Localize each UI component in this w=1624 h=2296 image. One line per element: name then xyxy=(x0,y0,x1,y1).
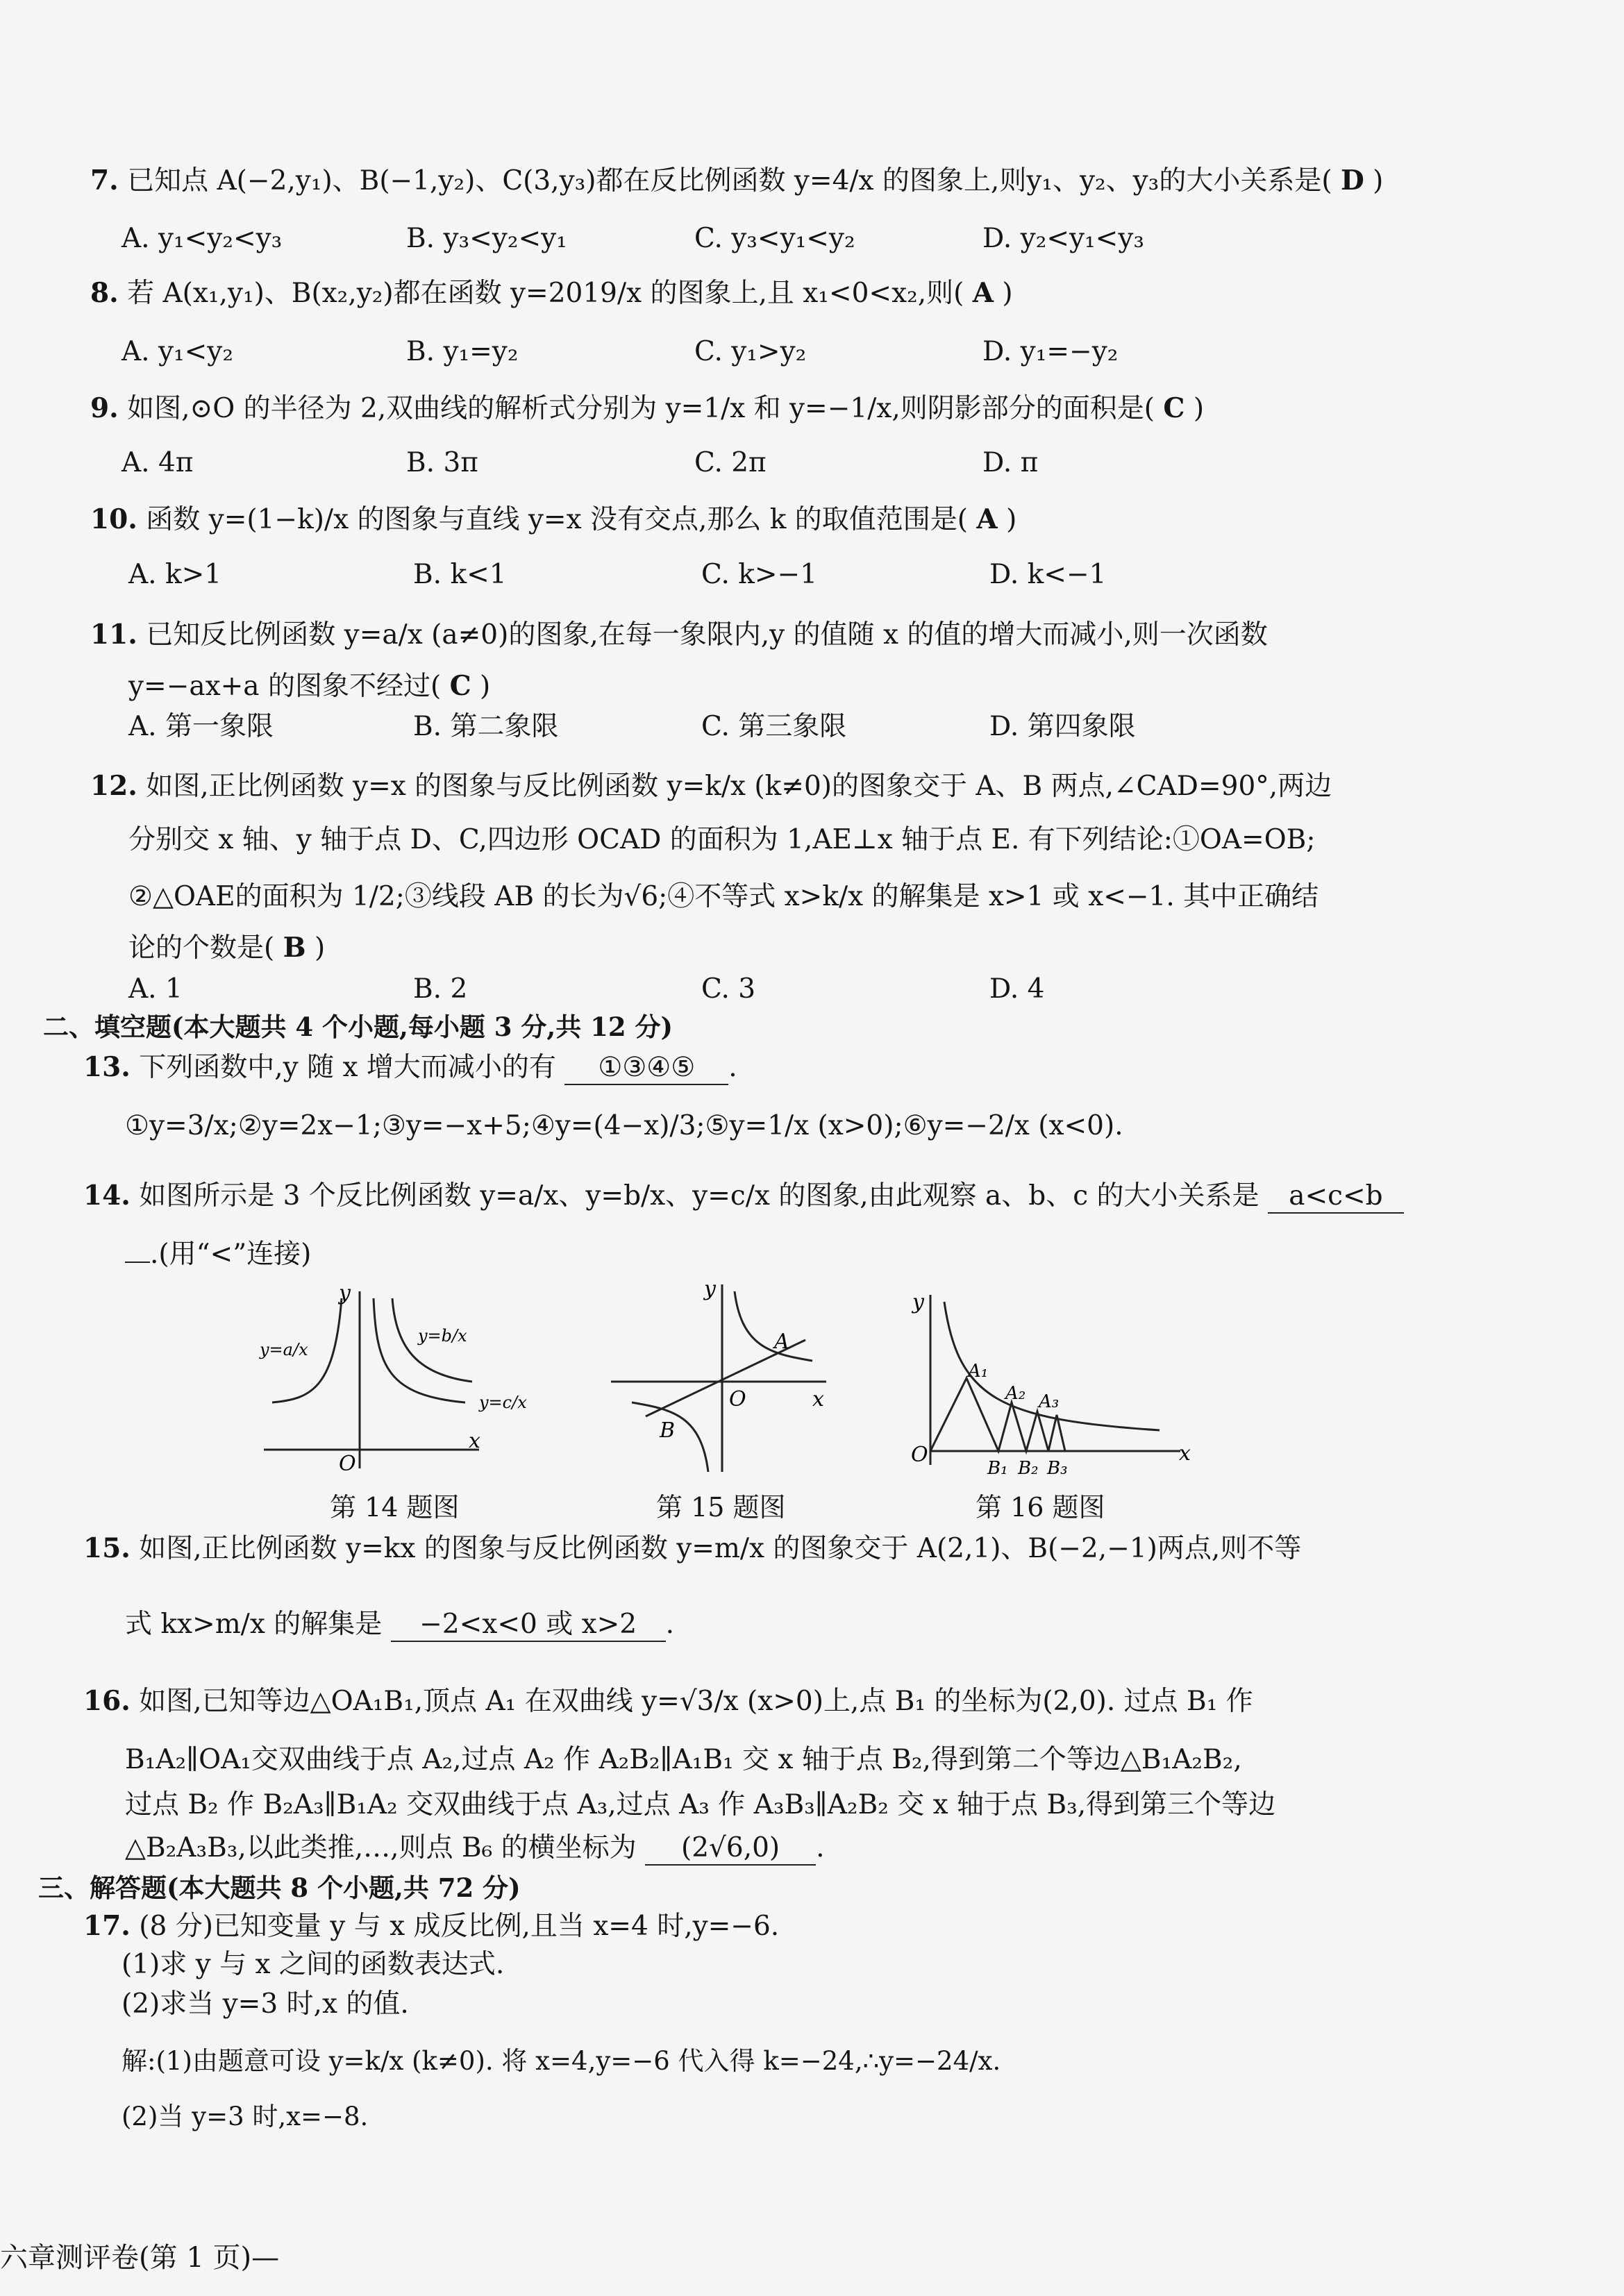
q10-option-c: C. k>−1 xyxy=(701,559,818,590)
q12-option-b: B. 2 xyxy=(413,973,468,1005)
q17-part1: (1)求 y 与 x 之间的函数表达式. xyxy=(122,1949,505,1980)
q8-text: 若 A(x₁,y₁)、B(x₂,y₂)都在函数 y=2019/x 的图象上,且 x₁<0<x₂,则( xyxy=(127,278,964,309)
fig16-x-label: x xyxy=(1179,1441,1191,1466)
fig15-point-a: A xyxy=(774,1330,789,1354)
q13-number: 13. xyxy=(83,1051,131,1083)
q13-text: 下列函数中,y 随 x 增大而减小的有 xyxy=(139,1052,556,1083)
q15-text1: 如图,正比例函数 y=kx 的图象与反比例函数 y=m/x 的图象交于 A(2,1)、B(−2,−1)两点,则不等 xyxy=(139,1533,1302,1564)
q9-option-a: A. 4π xyxy=(122,447,194,478)
q15-text2: 式 kx>m/x 的解集是 xyxy=(125,1609,383,1640)
q10-option-b: B. k<1 xyxy=(413,559,507,590)
fig15-y-label: y xyxy=(704,1277,716,1301)
q8-stem xyxy=(90,278,1013,310)
q11-stem-line2 xyxy=(128,671,490,703)
q12-close: ) xyxy=(315,932,326,964)
fig14-y-label: y xyxy=(339,1281,351,1305)
q16-end: . xyxy=(816,1832,825,1863)
q16-stem-line2 xyxy=(125,1745,1242,1776)
q13-items: ①y=3/x;②y=2x−1;③y=−x+5;④y=(4−x)/3;⑤y=1/x (x>0);⑥y=−2/x (x<0). xyxy=(125,1110,1123,1141)
fig16-origin: O xyxy=(911,1443,928,1467)
fig14-caption: 第 14 题图 xyxy=(330,1492,460,1523)
q17-part2: (2)求当 y=3 时,x 的值. xyxy=(122,1988,409,2020)
fig15-origin: O xyxy=(729,1387,746,1411)
q10-answer: A xyxy=(976,503,998,535)
q17-stem xyxy=(83,1911,779,1943)
q9-option-b: B. 3π xyxy=(406,447,478,478)
q12-text2: 分别交 x 轴、y 轴于点 D、C,四边形 OCAD 的面积为 1,AE⊥x 轴于点 E. 有下列结论:①OA=OB; xyxy=(128,824,1316,855)
q15-answer: −2<x<0 或 x>2 xyxy=(391,1609,666,1642)
q12-stem-line3 xyxy=(128,882,1319,913)
q12-text4: 论的个数是( xyxy=(128,932,275,964)
q15-stem-line2 xyxy=(125,1609,674,1642)
q13-answer: ①③④⑤ xyxy=(564,1053,728,1085)
q8-number: 8. xyxy=(90,277,119,309)
q12-option-d: D. 4 xyxy=(989,973,1045,1005)
q10-option-a: A. k>1 xyxy=(128,559,222,590)
q11-text1: 已知反比例函数 y=a/x (a≠0)的图象,在每一象限内,y 的值随 x 的值的增大而减小,则一次函数 xyxy=(146,619,1268,651)
fig15-curve-right xyxy=(735,1291,812,1361)
q16-text3: 过点 B₂ 作 B₂A₃∥B₁A₂ 交双曲线于点 A₃,过点 A₃ 作 A₃B₃∥A₂B₂ 交 x 轴于点 B₃,得到第三个等边 xyxy=(125,1789,1276,1820)
q15-number: 15. xyxy=(83,1532,131,1564)
q8-option-a: A. y₁<y₂ xyxy=(122,336,233,367)
q10-number: 10. xyxy=(90,503,137,535)
q17-solution2: (2)当 y=3 时,x=−8. xyxy=(122,2102,369,2131)
section-3-heading: 三、解答题(本大题共 8 个小题,共 72 分) xyxy=(38,1872,521,1903)
q10-close: ) xyxy=(1006,504,1017,535)
q16-stem-line4 xyxy=(125,1833,824,1866)
q8-answer: A xyxy=(972,277,994,309)
q15-end: . xyxy=(665,1609,675,1640)
q16-text2: B₁A₂∥OA₁交双曲线于点 A₂,过点 A₂ 作 A₂B₂∥A₁B₁ 交 x 轴于点 B₂,得到第二个等边△B₁A₂B₂, xyxy=(125,1744,1242,1775)
q9-option-d: D. π xyxy=(982,447,1039,478)
q9-option-c: C. 2π xyxy=(694,447,767,478)
figure-16 xyxy=(903,1288,1194,1475)
fig14-label-c: y=c/x xyxy=(479,1393,527,1412)
fig16-b1: B₁ xyxy=(987,1458,1008,1475)
fig16-b3: B₃ xyxy=(1047,1458,1068,1475)
q9-number: 9. xyxy=(90,392,119,424)
fig16-a3: A₃ xyxy=(1039,1391,1060,1412)
q13-stem xyxy=(83,1052,737,1085)
fig16-caption: 第 16 题图 xyxy=(976,1492,1105,1523)
q11-number: 11. xyxy=(90,619,137,651)
q10-option-d: D. k<−1 xyxy=(989,559,1107,590)
q16-answer: (2√6,0) xyxy=(645,1833,816,1866)
q9-close: ) xyxy=(1193,393,1205,424)
q16-stem-line1 xyxy=(83,1686,1253,1718)
q8-close: ) xyxy=(1002,278,1013,309)
fig16-y-label: y xyxy=(912,1290,924,1314)
q17-number: 17. xyxy=(83,1910,131,1942)
fig15-caption: 第 15 题图 xyxy=(656,1492,786,1523)
fig16-triangles xyxy=(930,1378,1065,1451)
q12-stem-line4 xyxy=(128,932,325,964)
q16-stem-line3 xyxy=(125,1790,1275,1821)
fig16-a1: A₁ xyxy=(968,1361,989,1382)
q11-stem-line1 xyxy=(90,619,1268,651)
q16-text4: △B₂A₃B₃,以此类推,…,则点 B₆ 的横坐标为 xyxy=(125,1832,637,1863)
fig16-b2: B₂ xyxy=(1018,1458,1039,1475)
q16-number: 16. xyxy=(83,1685,131,1717)
q12-answer: B xyxy=(283,932,306,964)
q7-stem xyxy=(90,165,1383,197)
q13-end: . xyxy=(728,1052,737,1083)
q11-close: ) xyxy=(480,671,491,702)
q9-answer: C xyxy=(1163,392,1185,424)
fig15-x-label: x xyxy=(812,1387,824,1411)
q8-option-d: D. y₁=−y₂ xyxy=(982,336,1119,367)
q7-option-d: D. y₂<y₁<y₃ xyxy=(982,223,1145,254)
q14-tail-text: .(用“<”连接) xyxy=(150,1239,312,1270)
section-2-heading: 二、填空题(本大题共 4 个小题,每小题 3 分,共 12 分) xyxy=(43,1012,673,1042)
fig14-origin: O xyxy=(339,1452,356,1472)
fig16-a2: A₂ xyxy=(1005,1383,1026,1404)
q17-text: (8 分)已知变量 y 与 x 成反比例,且当 x=4 时,y=−6. xyxy=(139,1911,780,1942)
fig15-point-b: B xyxy=(660,1418,676,1443)
q8-option-c: C. y₁>y₂ xyxy=(694,336,807,367)
q7-close: ) xyxy=(1373,165,1384,196)
q11-option-a: A. 第一象限 xyxy=(128,711,274,742)
fig14-label-a: y=a/x xyxy=(260,1340,308,1359)
q14-stem xyxy=(83,1180,1404,1214)
figure-14 xyxy=(257,1271,549,1472)
q7-option-b: B. y₃<y₂<y₁ xyxy=(406,223,567,254)
q11-text2: y=−ax+a 的图象不经过( xyxy=(128,671,442,702)
q8-option-b: B. y₁=y₂ xyxy=(406,336,519,367)
q10-text: 函数 y=(1−k)/x 的图象与直线 y=x 没有交点,那么 k 的取值范围是( xyxy=(146,504,968,535)
q7-text: 已知点 A(−2,y₁)、B(−1,y₂)、C(3,y₃)都在反比例函数 y=4/x 的图象上,则y₁、y₂、y₃的大小关系是( xyxy=(127,165,1332,196)
q7-option-c: C. y₃<y₁<y₂ xyxy=(694,223,855,254)
q12-stem-line1 xyxy=(90,771,1332,803)
q12-option-a: A. 1 xyxy=(128,973,183,1005)
q7-answer: D xyxy=(1340,165,1364,196)
fig14-curve-b-inner xyxy=(374,1298,465,1402)
q11-option-d: D. 第四象限 xyxy=(989,711,1136,742)
q12-number: 12. xyxy=(90,770,137,802)
q14-number: 14. xyxy=(83,1180,131,1212)
q14-tail xyxy=(125,1239,311,1271)
q9-stem xyxy=(90,393,1204,425)
q12-option-c: C. 3 xyxy=(701,973,756,1005)
q12-stem-line2 xyxy=(128,825,1315,856)
q7-number: 7. xyxy=(90,165,119,196)
q15-stem-line1 xyxy=(83,1533,1301,1565)
fig14-label-b: y=b/x xyxy=(418,1326,467,1346)
q16-text1: 如图,已知等边△OA₁B₁,顶点 A₁ 在双曲线 y=√3/x (x>0)上,点 B₁ 的坐标为(2,0). 过点 B₁ 作 xyxy=(139,1686,1253,1717)
q12-text3: ②△OAE的面积为 1/2;③线段 AB 的长为√6;④不等式 x>k/x 的解集是 x>1 或 x<−1. 其中正确结 xyxy=(128,881,1319,912)
q12-text1: 如图,正比例函数 y=x 的图象与反比例函数 y=k/x (k≠0)的图象交于 A、B 两点,∠CAD=90°,两边 xyxy=(146,771,1332,802)
q10-stem xyxy=(90,504,1016,536)
q11-option-c: C. 第三象限 xyxy=(701,711,847,742)
q14-answer-tail-blank xyxy=(125,1262,150,1263)
q7-option-a: A. y₁<y₂<y₃ xyxy=(122,223,283,254)
figure-15 xyxy=(604,1271,840,1479)
fig14-x-label: x xyxy=(469,1429,480,1453)
q11-answer: C xyxy=(449,670,471,702)
q11-option-b: B. 第二象限 xyxy=(413,711,559,742)
q14-text: 如图所示是 3 个反比例函数 y=a/x、y=b/x、y=c/x 的图象,由此观察 a、b、c 的大小关系是 xyxy=(139,1180,1259,1212)
q14-answer: a<c<b xyxy=(1268,1181,1404,1214)
q9-text: 如图,⊙O 的半径为 2,双曲线的解析式分别为 y=1/x 和 y=−1/x,则阴影部分的面积是( xyxy=(127,393,1155,424)
page-footer: 六章测评卷(第 1 页)— xyxy=(0,2242,280,2274)
q17-solution1: 解:(1)由题意可设 y=k/x (k≠0). 将 x=4,y=−6 代入得 k=−24,∴y=−24/x. xyxy=(122,2046,1001,2076)
